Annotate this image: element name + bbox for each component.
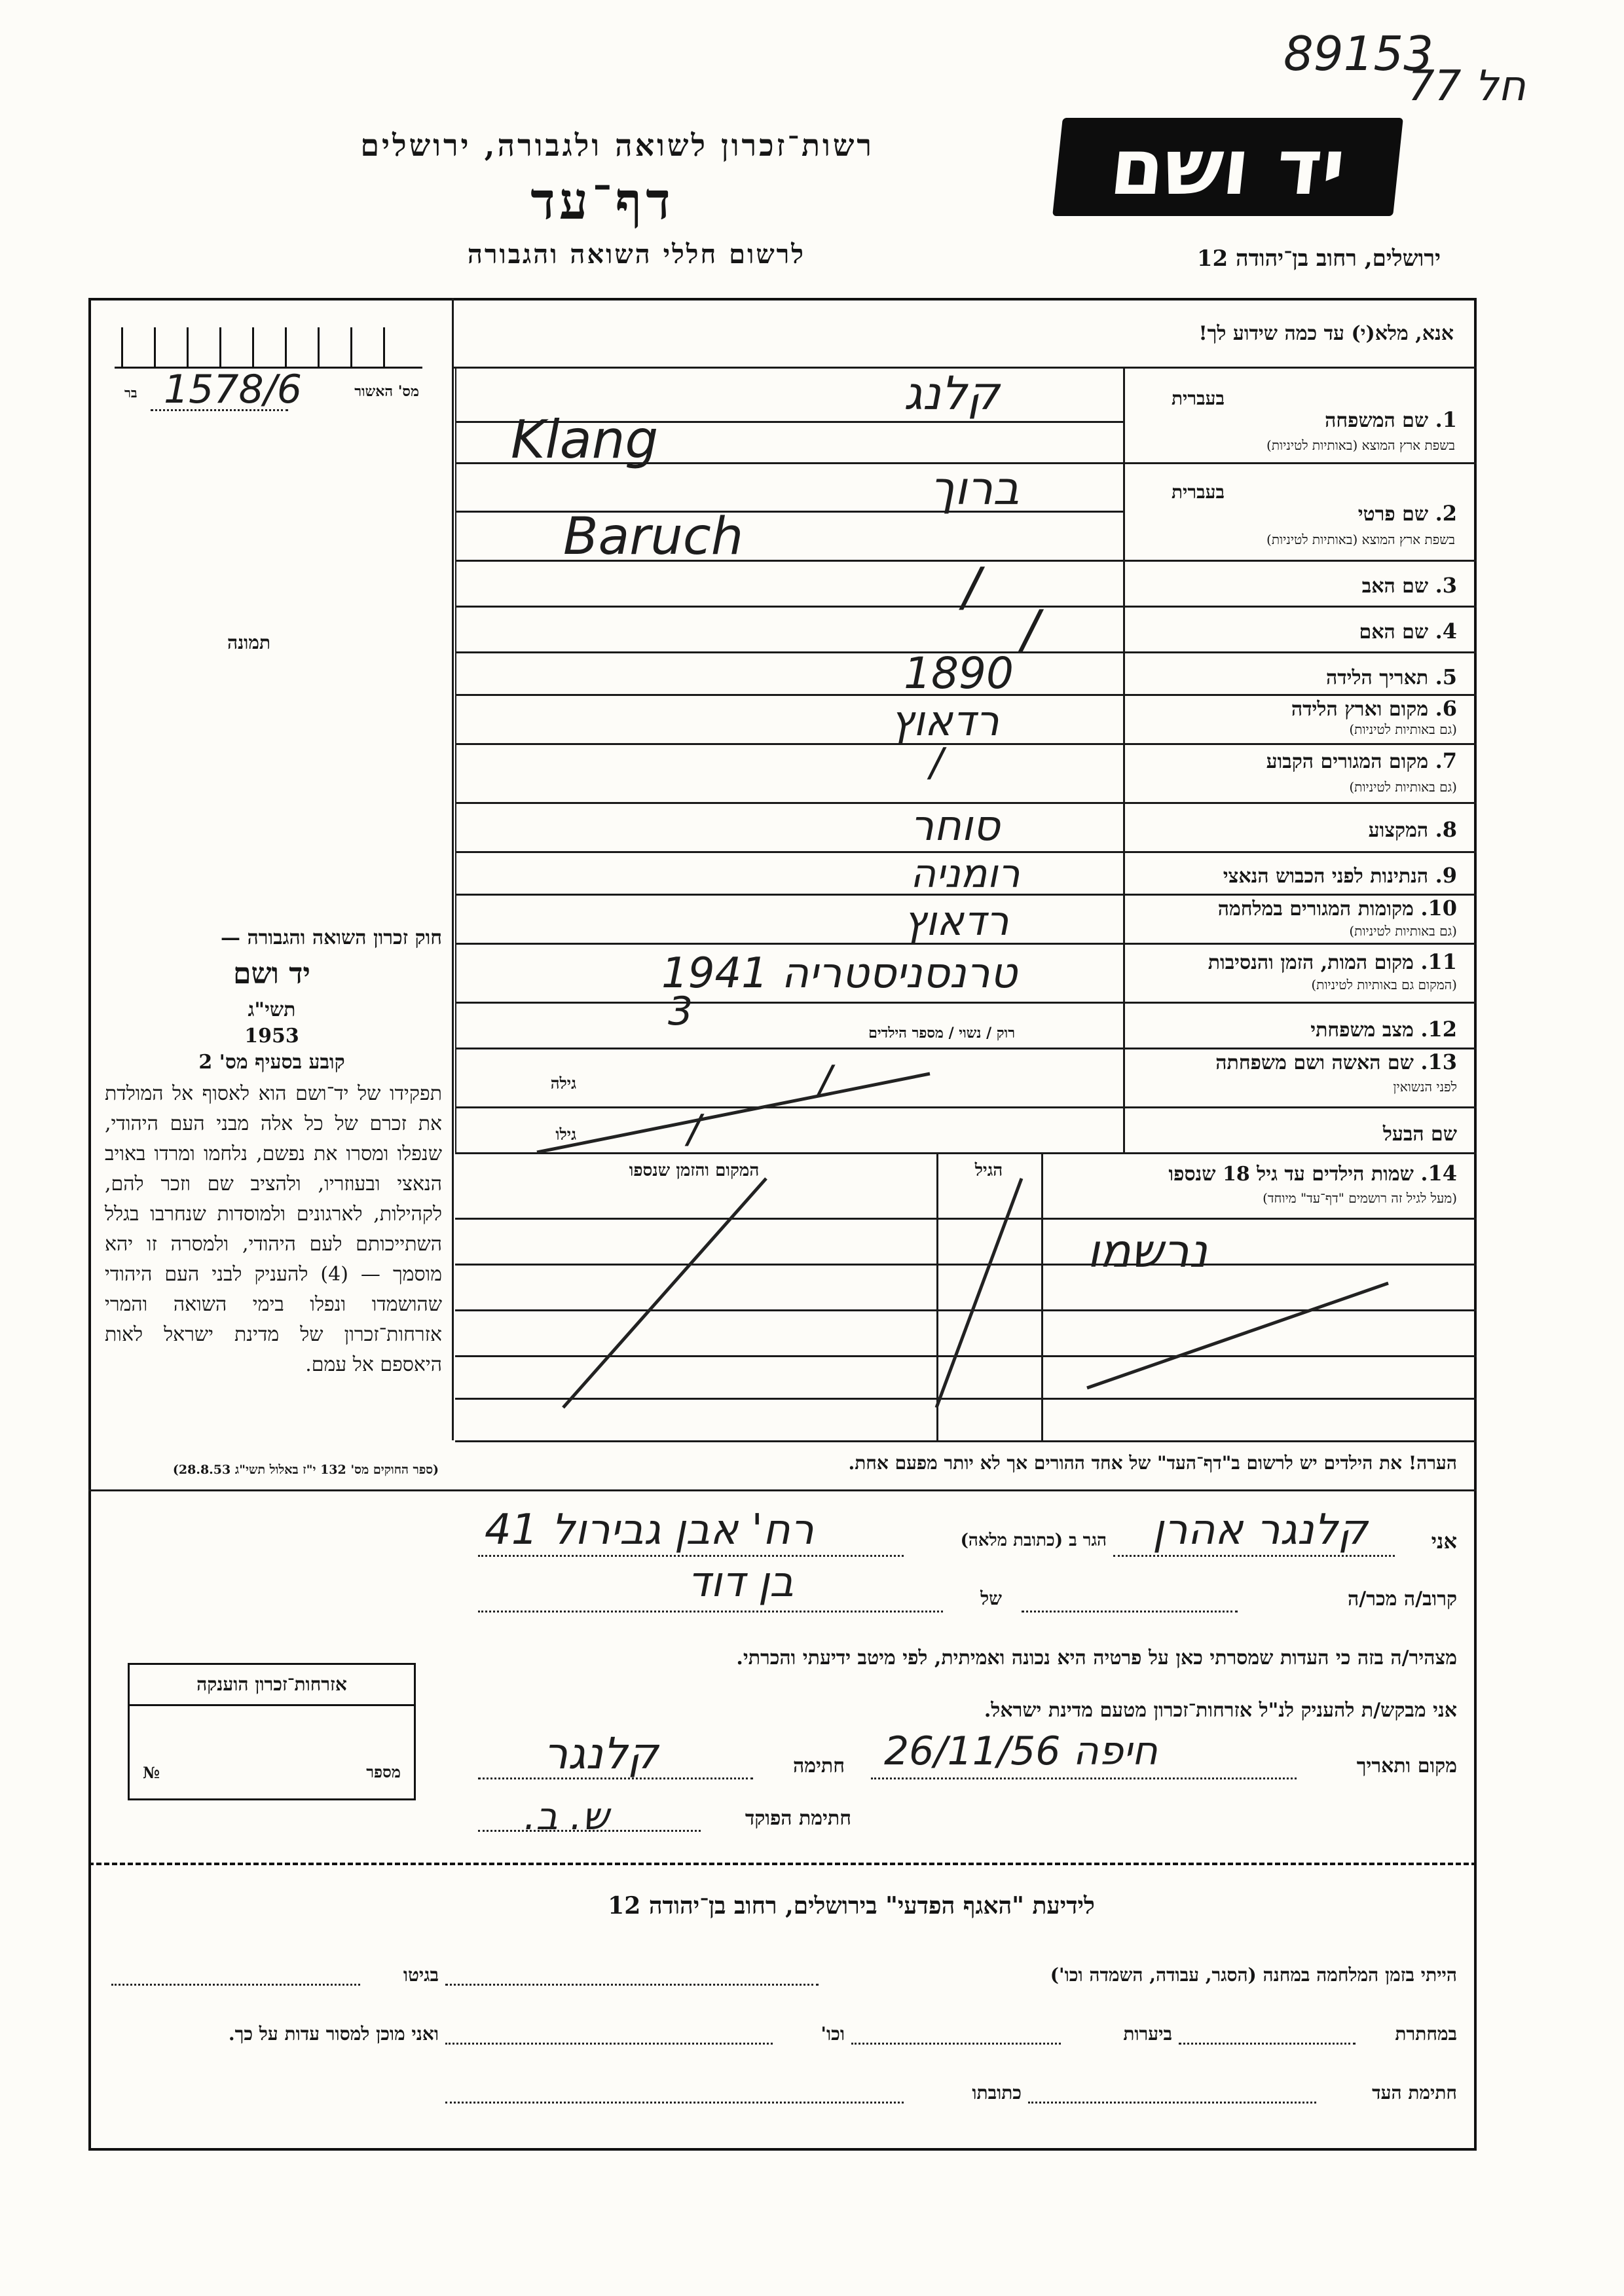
law-year: 1953 <box>244 1025 299 1048</box>
field-13-sub: לפני הנשואין <box>1393 1079 1457 1095</box>
relative-label: קרוב/ה מכר/ה <box>1348 1588 1457 1611</box>
logo-text: יד ושם <box>1106 122 1350 212</box>
field-11-value: טרנסניסטריה 1941 <box>661 949 1018 998</box>
photo-label: תמונה <box>227 632 271 653</box>
field-12-value: 3 <box>668 989 693 1034</box>
field-8-label: 8. המקצוע <box>1368 817 1457 842</box>
footer-title: לידיעת "האגף הפדעי" בירושלים, רחוב בן־יהודה 12 <box>608 1892 1095 1920</box>
corner-note: חל 77 <box>1408 62 1526 111</box>
field-10-sub: (גם באותיות לטיניות) <box>1349 923 1457 939</box>
declaration-text: מצהיר/ה בזה כי העדות שמסרתי כאן על פרטיה היא נכונה ואמיתית, לפי מיטב ידיעתי והכרתי. <box>736 1647 1457 1669</box>
official-signature: ש. ב. <box>524 1794 609 1838</box>
children-age-header: הגיל <box>974 1161 1003 1180</box>
field-4-value: / <box>1022 599 1039 660</box>
field-11-sub: (המקום גם באותיות לטיניות) <box>1311 977 1457 993</box>
husband-label: שם הבעל <box>1382 1123 1457 1146</box>
law-body: תפקידו של יד־ושם הוא לאסוף אל המולדת את זכרם של כל אלה מבני העם היהודי, שנפלו ומסרו את נפשם, נלחמו ומרדו באויב הנאצי ובעוזריו, ולהציב שם וזכר להם, לקהילות, לארגונים ולמוסדות שנחרבו בגלל השתייכותם לעם היהודי, ולמסרה זו יהא מוסמך — (4) להעניק לבני העם היהודי שהושמדו ונפלו בימי השואה והמרי אזרחות־זכרון של מדינת ישראל לאות היאספם אל עמם. <box>105 1082 442 1376</box>
field-2-value-latin: Baruch <box>563 507 744 566</box>
official-signature-label: חתימת הפוקד <box>745 1807 851 1830</box>
footer-line3-fill-b <box>445 2102 904 2104</box>
footer-line2-fill-c <box>445 2043 773 2045</box>
footer-line1-fill-b <box>111 1984 360 1986</box>
header-address: ירושלים, רחוב בן־יהודה 12 <box>1196 246 1441 272</box>
certificate-no-symbol: № <box>143 1763 160 1782</box>
declarant-address-line <box>478 1555 904 1557</box>
archive-number: 89153 <box>1283 26 1434 81</box>
husband-age-label: גילו <box>555 1125 576 1144</box>
field-3-value: / <box>963 556 980 617</box>
place-date-line <box>871 1777 1297 1779</box>
field-6-label: 6. מקום וארץ הלידה <box>1291 696 1457 721</box>
approval-number: 1578/6 <box>164 367 303 412</box>
declarant-address: רח' אבן גבירול 41 <box>485 1506 814 1554</box>
note-text: הערה! את הילדים יש לרשום ב"דף־העד" של אחד ההורים אך לא יותר מפעם אחת. <box>848 1452 1457 1474</box>
certificate-title: אזרחות־זכרון הוענקה <box>130 1665 414 1706</box>
law-ref: (ספר החוקים מס' 132 י"ז באלול תשי"ג 28.8.53) <box>172 1463 439 1477</box>
field-1-value-latin: Klang <box>511 409 659 470</box>
signature-value: קלנגר <box>544 1728 659 1779</box>
declarant-name: קלנגר אהרן <box>1153 1506 1368 1554</box>
field-1-label: 1. שם המשפחה <box>1325 407 1457 432</box>
children-label: 14. שמות הילדים עד גיל 18 שנספו <box>1168 1161 1457 1186</box>
relative-line <box>1022 1611 1238 1613</box>
footer-divider <box>88 1863 1477 1865</box>
strike-children-name <box>1087 1283 1388 1388</box>
field-2-sub: בשפת ארץ המוצא (באותיות לטיניות) <box>1266 532 1455 547</box>
footer-line2-c: וכו' <box>821 2023 845 2045</box>
field-2-value-hebrew: ברוך <box>930 462 1020 515</box>
field-3-label: 3. שם האב <box>1361 573 1457 598</box>
field-2-label: 2. שם פרטי <box>1357 501 1457 526</box>
approval-label: מס' האשור <box>354 383 419 400</box>
field-4-label: 4. שם האם <box>1359 619 1457 644</box>
footer-line3-b: כתובתו <box>972 2082 1022 2104</box>
footer-line2-fill-a <box>1179 2043 1356 2045</box>
form-subtitle: לרשום חללי השואה והגבורה <box>467 239 805 270</box>
note-bottom-line <box>88 1489 1477 1491</box>
field-7-sub: (גם באותיות לטיניות) <box>1349 779 1457 795</box>
signature-label: חתימה <box>793 1755 845 1777</box>
declarant-i-label: אני <box>1431 1529 1457 1554</box>
husband-value: / <box>688 1106 701 1152</box>
approval-prefix: בר <box>124 385 138 401</box>
relation-value: בן דוד <box>688 1558 794 1607</box>
certificate-number-label: מספר <box>366 1762 401 1781</box>
footer-line2-d: ואני מוכן למסור עדות על כך. <box>228 2023 439 2045</box>
children-sub: (מעל לגיל זה רושמים "דף־עד" מיוחד) <box>1263 1190 1457 1206</box>
relation-line <box>478 1611 943 1613</box>
strike-children-place <box>563 1178 766 1408</box>
field-12-label: 12. מצב משפחתי <box>1310 1017 1457 1042</box>
children-value: נרשמו <box>1087 1224 1208 1278</box>
field-5-value: 1890 <box>904 648 1014 699</box>
footer-line2-b: ביערות <box>1123 2023 1172 2045</box>
field-10-value: רדאוץ <box>904 897 1009 945</box>
wife-age-label: גילה <box>550 1074 576 1093</box>
certificate-box <box>128 1663 416 1800</box>
footer-line1-a: הייתי בזמן המלחמה במחנה (הסגר, עבודה, השמדה וכו') <box>1050 1964 1457 1986</box>
strike-wife-husband <box>537 1074 930 1152</box>
request-text: אני מבקש/ת להעניק לנ"ל אזרחות־זכרון מטעם מדינת ישראל. <box>984 1699 1457 1722</box>
field-12-sub: רוק / נשוי / מספר הילדים <box>868 1025 1015 1042</box>
field-2-tag: בעברית <box>1171 481 1225 503</box>
field-1-value-hebrew: קלנג <box>904 367 1000 420</box>
field-5-label: 5. תאריך הלידה <box>1325 665 1457 689</box>
authority-line: רשות־זכרון לשואה ולגבורה, ירושלים <box>360 128 874 163</box>
field-7-value: / <box>930 740 944 786</box>
field-1-tag: בעברית <box>1171 388 1225 409</box>
field-7-label: 7. מקום המגורים הקבוע <box>1266 748 1457 773</box>
place-date-label: מקום ותאריך <box>1356 1755 1457 1777</box>
field-8-value: סוחר <box>910 802 1000 850</box>
footer-line2-fill-b <box>851 2043 1061 2045</box>
place-date-value: חיפה 26/11/56 <box>884 1728 1158 1774</box>
field-13-value: / <box>819 1057 832 1103</box>
signature-line <box>478 1777 753 1779</box>
law-org: יד ושם <box>233 957 310 991</box>
instructions: אנא, מלא(י) עד כמה שידוע לך! <box>1198 322 1454 345</box>
law-clause: קובע בסעיף מס' 2 <box>198 1051 345 1074</box>
field-13-label: 13. שם האשה ושם משפחתה <box>1215 1049 1457 1074</box>
footer-line3-a: חתימת העד <box>1372 2082 1457 2104</box>
note-top-line <box>455 1440 1477 1442</box>
field-6-sub: (גם באותיות לטיניות) <box>1349 721 1457 737</box>
footer-line1-b: בגיטו <box>403 1964 439 1986</box>
field-11-label: 11. מקום המות, הזמן והנסיבות <box>1208 949 1457 974</box>
declarant-name-line <box>1113 1555 1395 1557</box>
children-place-header: המקום והזמן שנספו <box>629 1161 760 1180</box>
field-6-value: רדאוץ <box>891 697 999 746</box>
footer-line3-fill-a <box>1028 2102 1316 2104</box>
field-1-sub: בשפת ארץ המוצא (באותיות לטיניות) <box>1266 437 1455 453</box>
form-title: דף־עד <box>530 172 674 231</box>
field-10-label: 10. מקומות המגורים במלחמה <box>1217 896 1457 920</box>
law-title: חוק זכרון השואה והגבורה — <box>221 926 442 949</box>
strike-children-age <box>936 1178 1022 1408</box>
declarant-resides-label: הגר ב (כתובת מלאה) <box>960 1531 1107 1550</box>
field-9-value: רומניה <box>910 851 1020 897</box>
footer-line1-fill-a <box>445 1984 819 1986</box>
official-signature-line <box>478 1830 701 1832</box>
law-year-hebrew: תשי"ג <box>248 998 296 1021</box>
of-label: של <box>980 1588 1002 1609</box>
footer-line2-a: במחתרת <box>1395 2023 1457 2045</box>
field-9-label: 9. הנתינות לפני הכבוש הנאצי <box>1223 863 1457 888</box>
